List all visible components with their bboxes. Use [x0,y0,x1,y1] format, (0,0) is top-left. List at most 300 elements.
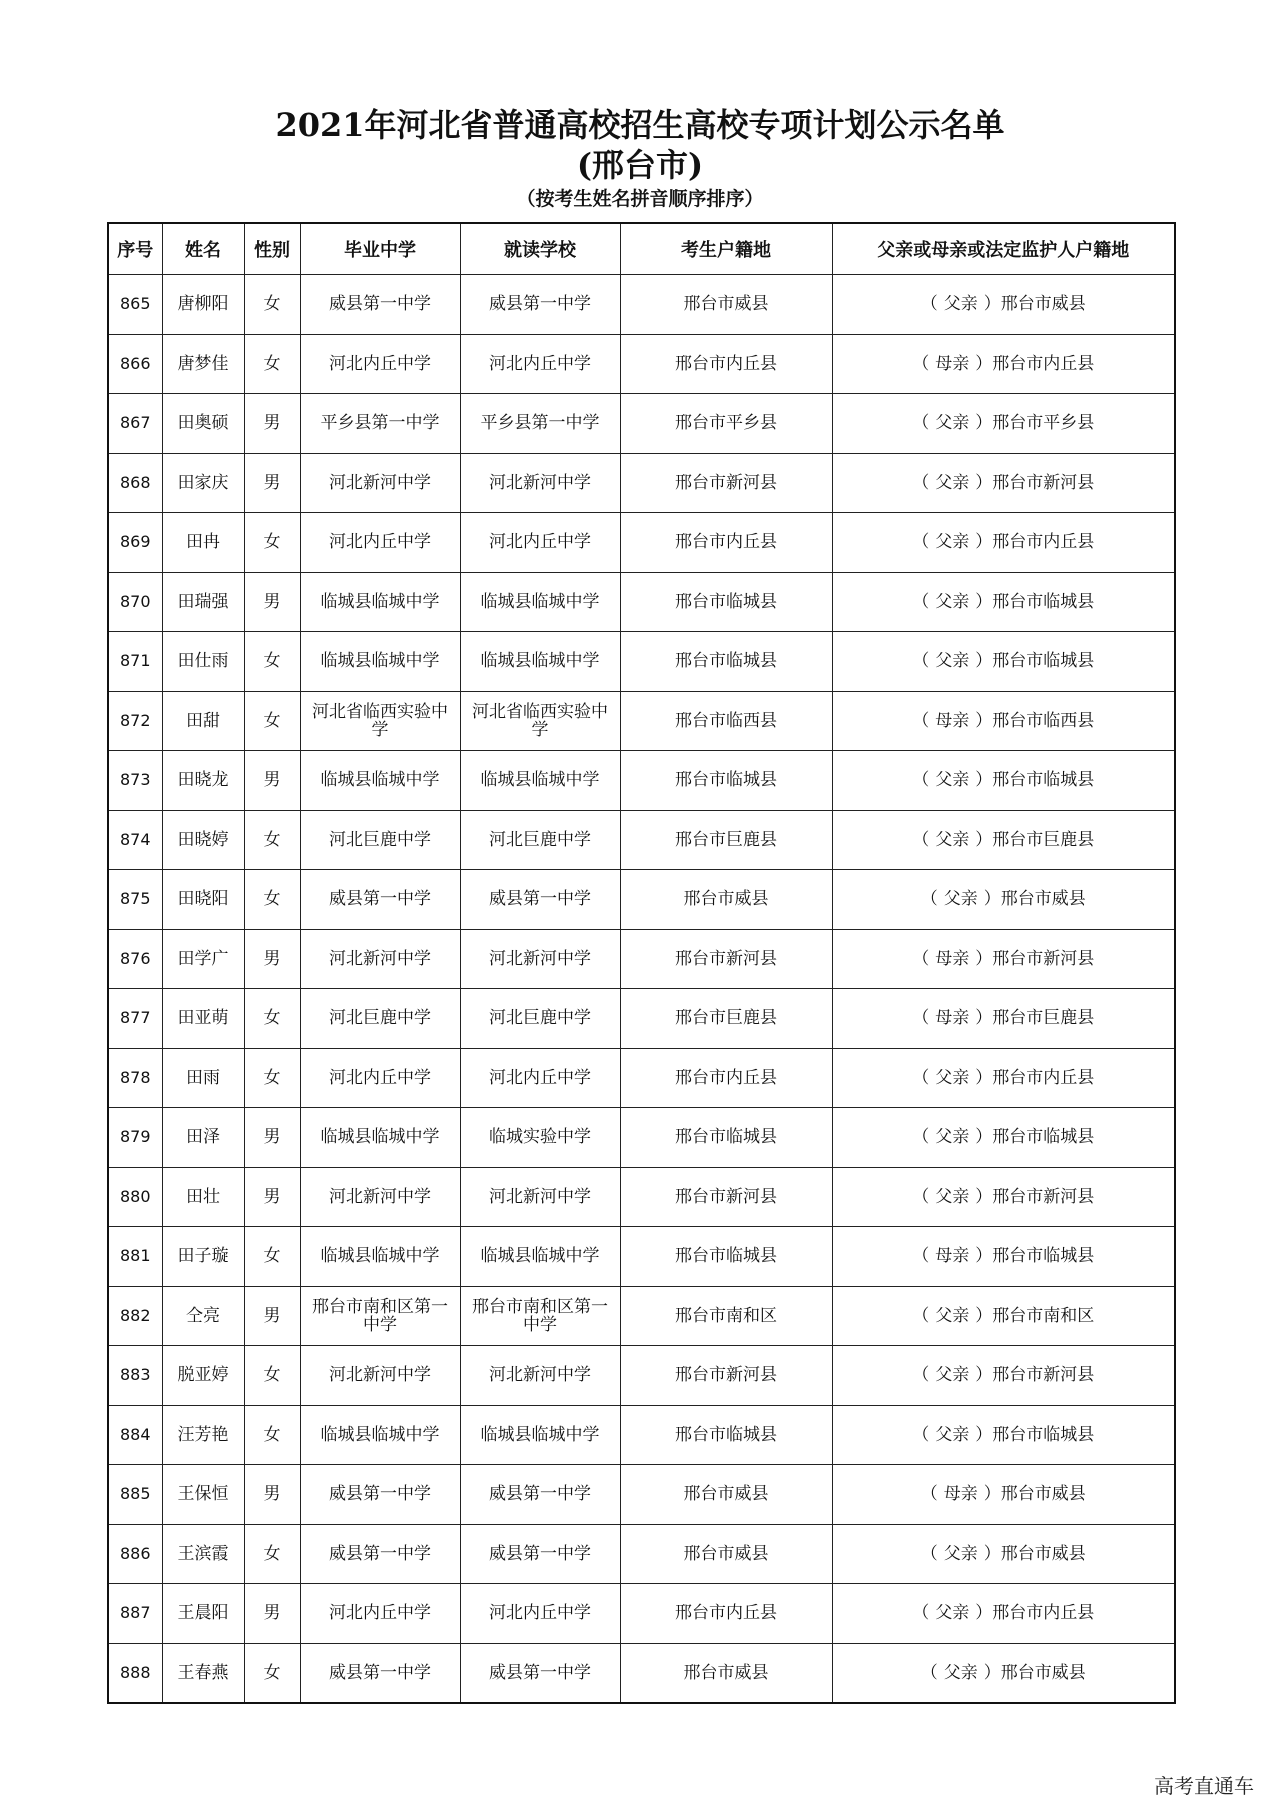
cell-name: 田仕雨 [162,632,244,692]
table-row [108,632,1175,692]
cell-current-school: 临城县临城中学 [460,1405,620,1465]
guardian-place: 邢台市平乡县 [992,413,1095,434]
cell-guardian-registration [832,572,1175,632]
cell-current-school: 河北省临西实验中学 [460,691,620,751]
cell-current-school: 河北内丘中学 [460,1048,620,1108]
cell-current-school: 河北内丘中学 [460,513,620,573]
cell-seq: 884 [108,1405,162,1465]
table-row [108,453,1175,513]
cell-guardian-registration [832,929,1175,989]
cell-graduated-school: 河北巨鹿中学 [300,989,460,1049]
cell-name: 田雨 [162,1048,244,1108]
cell-household-registration: 邢台市临城县 [620,751,832,811]
close-paren: ） [975,651,993,672]
close-paren: ） [975,1424,993,1445]
open-paren: （ [912,413,930,434]
cell-guardian-registration [832,275,1175,335]
cell-name: 田家庆 [162,453,244,513]
cell-household-registration: 邢台市临城县 [620,1108,832,1168]
guardian-place: 邢台市内丘县 [992,353,1095,374]
guardian-place: 邢台市新河县 [992,1365,1095,1386]
table-header-row [108,223,1175,275]
cell-gender: 女 [244,334,300,394]
guardian-place: 邢台市威县 [1000,294,1086,315]
cell-gender: 女 [244,691,300,751]
guardian-relation: 父亲 [943,1662,978,1683]
cell-guardian-registration [832,453,1175,513]
cell-household-registration: 邢台市威县 [620,870,832,930]
cell-graduated-school: 河北内丘中学 [300,513,460,573]
cell-gender: 男 [244,394,300,454]
cell-gender: 女 [244,1048,300,1108]
cell-graduated-school: 邢台市南和区第一中学 [300,1286,460,1346]
cell-guardian-registration [832,810,1175,870]
cell-seq: 866 [108,334,162,394]
table-row [108,1048,1175,1108]
cell-household-registration: 邢台市威县 [620,275,832,335]
cell-household-registration: 邢台市内丘县 [620,1048,832,1108]
cell-gender: 女 [244,1346,300,1406]
cell-current-school: 河北新河中学 [460,929,620,989]
cell-guardian-registration [832,394,1175,454]
guardian-place: 邢台市内丘县 [992,1603,1095,1624]
cell-guardian-registration [832,751,1175,811]
cell-graduated-school: 临城县临城中学 [300,751,460,811]
cell-guardian-registration [832,334,1175,394]
cell-graduated-school: 威县第一中学 [300,1465,460,1525]
cell-household-registration: 邢台市内丘县 [620,513,832,573]
cell-current-school: 河北巨鹿中学 [460,810,620,870]
cell-current-school: 河北新河中学 [460,453,620,513]
cell-graduated-school: 河北省临西实验中学 [300,691,460,751]
cell-graduated-school: 平乡县第一中学 [300,394,460,454]
guardian-place: 邢台市临城县 [992,591,1095,612]
cell-graduated-school: 河北内丘中学 [300,334,460,394]
guardian-place: 邢台市新河县 [992,1186,1095,1207]
cell-name: 田晓阳 [162,870,244,930]
guardian-relation: 父亲 [943,889,978,910]
guardian-relation: 父亲 [935,532,970,553]
close-paren: ） [975,353,993,374]
cell-seq: 870 [108,572,162,632]
guardian-relation: 母亲 [943,1484,978,1505]
cell-current-school: 威县第一中学 [460,870,620,930]
guardian-relation: 父亲 [943,294,978,315]
open-paren: （ [912,532,930,553]
table-row [108,572,1175,632]
column-header-name: 姓名 [162,223,244,275]
cell-current-school: 临城县临城中学 [460,632,620,692]
cell-gender: 女 [244,513,300,573]
open-paren: （ [912,1186,930,1207]
cell-seq: 878 [108,1048,162,1108]
cell-guardian-registration [832,1524,1175,1584]
cell-current-school: 临城县临城中学 [460,1227,620,1287]
cell-name: 仝亮 [162,1286,244,1346]
cell-graduated-school: 临城县临城中学 [300,572,460,632]
cell-seq: 869 [108,513,162,573]
close-paren: ） [983,1484,1001,1505]
table-row [108,870,1175,930]
open-paren: （ [912,1008,930,1029]
close-paren: ） [983,889,1001,910]
cell-guardian-registration [832,1167,1175,1227]
cell-guardian-registration [832,1584,1175,1644]
cell-gender: 女 [244,1405,300,1465]
cell-gender: 女 [244,810,300,870]
cell-name: 王滨霞 [162,1524,244,1584]
column-header-guardian-registration: 父亲或母亲或法定监护人户籍地 [832,223,1175,275]
cell-graduated-school: 临城县临城中学 [300,1405,460,1465]
close-paren: ） [975,472,993,493]
close-paren: ） [983,1543,1001,1564]
cell-household-registration: 邢台市临城县 [620,1227,832,1287]
cell-gender: 女 [244,870,300,930]
cell-guardian-registration [832,632,1175,692]
cell-household-registration: 邢台市新河县 [620,1346,832,1406]
guardian-relation: 母亲 [935,710,970,731]
cell-seq: 875 [108,870,162,930]
cell-household-registration: 邢台市临城县 [620,1405,832,1465]
cell-name: 田甜 [162,691,244,751]
guardian-relation: 母亲 [935,1246,970,1267]
guardian-place: 邢台市内丘县 [992,1067,1095,1088]
close-paren: ） [975,1365,993,1386]
close-paren: ） [983,294,1001,315]
cell-seq: 877 [108,989,162,1049]
cell-graduated-school: 河北内丘中学 [300,1584,460,1644]
watermark: 高考直通车 [1154,1774,1254,1798]
table-row [108,810,1175,870]
guardian-relation: 父亲 [935,651,970,672]
close-paren: ） [975,1008,993,1029]
guardian-place: 邢台市威县 [1000,1543,1086,1564]
cell-seq: 883 [108,1346,162,1406]
page-title: 2021年河北省普通高校招生高校专项计划公示名单 [275,106,1005,144]
close-paren: ） [975,710,993,731]
guardian-relation: 父亲 [935,829,970,850]
cell-gender: 男 [244,1286,300,1346]
cell-graduated-school: 河北内丘中学 [300,1048,460,1108]
cell-gender: 男 [244,751,300,811]
guardian-place: 邢台市新河县 [992,948,1095,969]
cell-name: 王保恒 [162,1465,244,1525]
close-paren: ） [975,770,993,791]
table-row [108,394,1175,454]
cell-guardian-registration [832,1346,1175,1406]
guardian-place: 邢台市临城县 [992,770,1095,791]
guardian-relation: 母亲 [935,948,970,969]
cell-household-registration: 邢台市威县 [620,1465,832,1525]
cell-current-school: 河北新河中学 [460,1167,620,1227]
cell-seq: 882 [108,1286,162,1346]
table-row [108,1108,1175,1168]
open-paren: （ [912,651,930,672]
open-paren: （ [912,1067,930,1088]
close-paren: ） [975,1603,993,1624]
close-paren: ） [975,948,993,969]
cell-current-school: 邢台市南和区第一中学 [460,1286,620,1346]
cell-graduated-school: 河北新河中学 [300,1167,460,1227]
cell-graduated-school: 临城县临城中学 [300,632,460,692]
guardian-relation: 父亲 [943,1543,978,1564]
table-row [108,275,1175,335]
cell-gender: 女 [244,1643,300,1703]
table-row [108,691,1175,751]
cell-name: 田壮 [162,1167,244,1227]
cell-household-registration: 邢台市巨鹿县 [620,810,832,870]
cell-seq: 876 [108,929,162,989]
cell-graduated-school: 河北巨鹿中学 [300,810,460,870]
cell-guardian-registration [832,1286,1175,1346]
close-paren: ） [983,1662,1001,1683]
cell-current-school: 平乡县第一中学 [460,394,620,454]
table-row [108,989,1175,1049]
cell-gender: 男 [244,929,300,989]
guardian-relation: 父亲 [935,1127,970,1148]
cell-gender: 男 [244,453,300,513]
guardian-place: 邢台市临城县 [992,1246,1095,1267]
cell-graduated-school: 威县第一中学 [300,870,460,930]
open-paren: （ [912,948,930,969]
cell-guardian-registration [832,513,1175,573]
table-row [108,1584,1175,1644]
cell-graduated-school: 河北新河中学 [300,929,460,989]
cell-current-school: 威县第一中学 [460,1465,620,1525]
cell-household-registration: 邢台市平乡县 [620,394,832,454]
guardian-relation: 父亲 [935,1365,970,1386]
open-paren: （ [912,770,930,791]
close-paren: ） [975,1067,993,1088]
cell-graduated-school: 威县第一中学 [300,1524,460,1584]
open-paren: （ [920,1543,938,1564]
cell-name: 田晓婷 [162,810,244,870]
cell-gender: 男 [244,1584,300,1644]
cell-guardian-registration [832,989,1175,1049]
table-row [108,751,1175,811]
table-row [108,513,1175,573]
guardian-place: 邢台市临西县 [992,710,1095,731]
table-row [108,1346,1175,1406]
guardian-relation: 父亲 [935,1067,970,1088]
guardian-relation: 父亲 [935,1424,970,1445]
table-row [108,1524,1175,1584]
open-paren: （ [920,1662,938,1683]
guardian-place: 邢台市南和区 [992,1305,1095,1326]
cell-name: 脱亚婷 [162,1346,244,1406]
guardian-relation: 父亲 [935,770,970,791]
cell-current-school: 威县第一中学 [460,1524,620,1584]
cell-graduated-school: 临城县临城中学 [300,1227,460,1287]
guardian-relation: 父亲 [935,1603,970,1624]
open-paren: （ [912,1424,930,1445]
cell-current-school: 临城县临城中学 [460,751,620,811]
close-paren: ） [975,413,993,434]
cell-household-registration: 邢台市威县 [620,1524,832,1584]
column-header-current-school: 就读学校 [460,223,620,275]
cell-gender: 女 [244,275,300,335]
cell-name: 田奥硕 [162,394,244,454]
cell-guardian-registration [832,1643,1175,1703]
close-paren: ） [975,591,993,612]
cell-household-registration: 邢台市临城县 [620,632,832,692]
open-paren: （ [920,889,938,910]
cell-gender: 男 [244,1108,300,1168]
cell-seq: 865 [108,275,162,335]
open-paren: （ [920,1484,938,1505]
open-paren: （ [912,1305,930,1326]
cell-current-school: 威县第一中学 [460,275,620,335]
open-paren: （ [912,1365,930,1386]
guardian-place: 邢台市临城县 [992,1127,1095,1148]
page-subtitle-order: （按考生姓名拼音顺序排序） [516,188,764,210]
cell-guardian-registration [832,1465,1175,1525]
guardian-place: 邢台市威县 [1000,889,1086,910]
guardian-place: 邢台市临城县 [992,1424,1095,1445]
column-header-graduated-school: 毕业中学 [300,223,460,275]
cell-household-registration: 邢台市南和区 [620,1286,832,1346]
open-paren: （ [912,353,930,374]
cell-gender: 男 [244,1167,300,1227]
guardian-place: 邢台市威县 [1000,1484,1086,1505]
close-paren: ） [975,532,993,553]
cell-seq: 868 [108,453,162,513]
guardian-relation: 母亲 [935,1008,970,1029]
guardian-relation: 母亲 [935,353,970,374]
cell-name: 汪芳艳 [162,1405,244,1465]
close-paren: ） [975,829,993,850]
guardian-place: 邢台市巨鹿县 [992,829,1095,850]
cell-graduated-school: 威县第一中学 [300,1643,460,1703]
open-paren: （ [912,1603,930,1624]
table-row [108,929,1175,989]
cell-seq: 874 [108,810,162,870]
close-paren: ） [975,1186,993,1207]
column-header-household-registration: 考生户籍地 [620,223,832,275]
table-row [108,1465,1175,1525]
cell-household-registration: 邢台市新河县 [620,453,832,513]
table-row [108,1227,1175,1287]
page-subtitle-city: (邢台市) [576,146,704,184]
cell-graduated-school: 河北新河中学 [300,1346,460,1406]
cell-guardian-registration [832,1108,1175,1168]
cell-guardian-registration [832,1405,1175,1465]
cell-current-school: 河北内丘中学 [460,1584,620,1644]
cell-name: 田子璇 [162,1227,244,1287]
guardian-relation: 父亲 [935,1186,970,1207]
cell-seq: 886 [108,1524,162,1584]
table-row [108,334,1175,394]
cell-name: 王春燕 [162,1643,244,1703]
cell-household-registration: 邢台市临西县 [620,691,832,751]
cell-seq: 871 [108,632,162,692]
guardian-place: 邢台市新河县 [992,472,1095,493]
cell-guardian-registration [832,870,1175,930]
cell-gender: 男 [244,1465,300,1525]
column-header-gender: 性别 [244,223,300,275]
open-paren: （ [912,710,930,731]
cell-household-registration: 邢台市临城县 [620,572,832,632]
cell-seq: 888 [108,1643,162,1703]
guardian-place: 邢台市巨鹿县 [992,1008,1095,1029]
cell-household-registration: 邢台市内丘县 [620,334,832,394]
cell-current-school: 威县第一中学 [460,1643,620,1703]
cell-household-registration: 邢台市内丘县 [620,1584,832,1644]
cell-current-school: 河北新河中学 [460,1346,620,1406]
cell-household-registration: 邢台市新河县 [620,1167,832,1227]
cell-gender: 女 [244,632,300,692]
open-paren: （ [912,829,930,850]
guardian-relation: 父亲 [935,1305,970,1326]
cell-name: 王晨阳 [162,1584,244,1644]
cell-current-school: 河北内丘中学 [460,334,620,394]
open-paren: （ [912,591,930,612]
cell-graduated-school: 临城县临城中学 [300,1108,460,1168]
table-row [108,1167,1175,1227]
cell-guardian-registration [832,691,1175,751]
cell-household-registration: 邢台市新河县 [620,929,832,989]
cell-seq: 872 [108,691,162,751]
column-header-seq: 序号 [108,223,162,275]
cell-name: 唐柳阳 [162,275,244,335]
cell-seq: 881 [108,1227,162,1287]
open-paren: （ [912,472,930,493]
table-row [108,1405,1175,1465]
cell-name: 田瑞强 [162,572,244,632]
cell-guardian-registration [832,1048,1175,1108]
cell-seq: 873 [108,751,162,811]
cell-seq: 880 [108,1167,162,1227]
guardian-relation: 父亲 [935,413,970,434]
open-paren: （ [912,1246,930,1267]
close-paren: ） [975,1246,993,1267]
cell-seq: 867 [108,394,162,454]
cell-name: 唐梦佳 [162,334,244,394]
table-row [108,1643,1175,1703]
close-paren: ） [975,1127,993,1148]
cell-household-registration: 邢台市威县 [620,1643,832,1703]
cell-seq: 879 [108,1108,162,1168]
cell-name: 田泽 [162,1108,244,1168]
cell-name: 田冉 [162,513,244,573]
cell-current-school: 临城实验中学 [460,1108,620,1168]
cell-current-school: 河北巨鹿中学 [460,989,620,1049]
open-paren: （ [920,294,938,315]
open-paren: （ [912,1127,930,1148]
cell-name: 田学广 [162,929,244,989]
cell-seq: 887 [108,1584,162,1644]
cell-gender: 女 [244,989,300,1049]
cell-guardian-registration [832,1227,1175,1287]
cell-name: 田亚萌 [162,989,244,1049]
close-paren: ） [975,1305,993,1326]
guardian-place: 邢台市临城县 [992,651,1095,672]
guardian-relation: 父亲 [935,591,970,612]
cell-graduated-school: 河北新河中学 [300,453,460,513]
guardian-place: 邢台市威县 [1000,1662,1086,1683]
table-row [108,1286,1175,1346]
cell-household-registration: 邢台市巨鹿县 [620,989,832,1049]
cell-name: 田晓龙 [162,751,244,811]
cell-gender: 女 [244,1524,300,1584]
cell-current-school: 临城县临城中学 [460,572,620,632]
cell-seq: 885 [108,1465,162,1525]
cell-graduated-school: 威县第一中学 [300,275,460,335]
cell-gender: 男 [244,572,300,632]
guardian-relation: 父亲 [935,472,970,493]
cell-gender: 女 [244,1227,300,1287]
guardian-place: 邢台市内丘县 [992,532,1095,553]
